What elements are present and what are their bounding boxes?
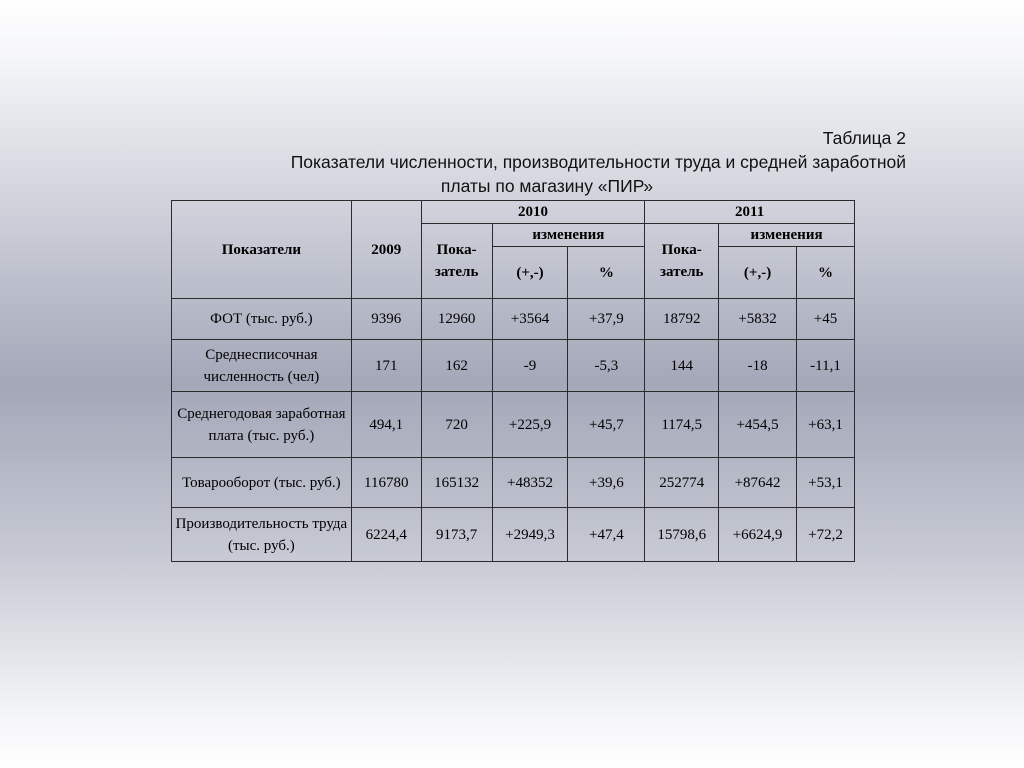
cell-2011-abs: +87642 xyxy=(719,458,797,508)
cell-2010-abs: +225,9 xyxy=(492,392,568,458)
header-2010-changes: изменения xyxy=(492,224,645,247)
cell-2011: 252774 xyxy=(645,458,719,508)
cell-2011-abs: +6624,9 xyxy=(719,508,797,562)
cell-2010-pct: +47,4 xyxy=(568,508,645,562)
header-2010-value xyxy=(421,224,492,299)
cell-2010: 165132 xyxy=(421,458,492,508)
cell-2009: 116780 xyxy=(351,458,421,508)
cell-2010: 12960 xyxy=(421,299,492,340)
cell-2010: 9173,7 xyxy=(421,508,492,562)
table-caption xyxy=(180,126,906,198)
cell-2011: 18792 xyxy=(645,299,719,340)
table-row xyxy=(172,340,855,392)
cell-2010: 720 xyxy=(421,392,492,458)
cell-2011-pct: -11,1 xyxy=(797,340,855,392)
cell-2010-abs: +2949,3 xyxy=(492,508,568,562)
cell-2010-pct: +45,7 xyxy=(568,392,645,458)
table-row xyxy=(172,392,855,458)
header-2010-value-l2: затель xyxy=(434,264,479,280)
cell-2011-pct: +72,2 xyxy=(797,508,855,562)
header-2011-value-l1: Пока- xyxy=(661,242,702,258)
header-2011-changes: изменения xyxy=(719,224,855,247)
header-2011-abs: (+,-) xyxy=(719,247,797,299)
header-row-years xyxy=(172,201,855,224)
row-name: Производительность труда (тыс. руб.) xyxy=(172,508,352,562)
cell-2011-abs: -18 xyxy=(719,340,797,392)
cell-2011: 15798,6 xyxy=(645,508,719,562)
table-row xyxy=(172,508,855,562)
cell-2009: 494,1 xyxy=(351,392,421,458)
cell-2009: 6224,4 xyxy=(351,508,421,562)
cell-2010-pct: -5,3 xyxy=(568,340,645,392)
row-name: Товарооборот (тыс. руб.) xyxy=(172,458,352,508)
indicators-table xyxy=(171,200,855,562)
cell-2010: 162 xyxy=(421,340,492,392)
table-row xyxy=(172,458,855,508)
header-2010: 2010 xyxy=(421,201,645,224)
row-name: ФОТ (тыс. руб.) xyxy=(172,299,352,340)
cell-2010-abs: -9 xyxy=(492,340,568,392)
header-2010-pct: % xyxy=(568,247,645,299)
header-2011-value xyxy=(645,224,719,299)
header-2009: 2009 xyxy=(351,201,421,299)
cell-2011-pct: +53,1 xyxy=(797,458,855,508)
cell-2011-pct: +45 xyxy=(797,299,855,340)
header-2010-abs: (+,-) xyxy=(492,247,568,299)
cell-2011: 1174,5 xyxy=(645,392,719,458)
row-name: Среднесписочная численность (чел) xyxy=(172,340,352,392)
header-2011-pct: % xyxy=(797,247,855,299)
cell-2011-abs: +454,5 xyxy=(719,392,797,458)
table-row xyxy=(172,299,855,340)
cell-2009: 171 xyxy=(351,340,421,392)
header-indicators: Показатели xyxy=(172,201,352,299)
table-number: Таблица 2 xyxy=(822,128,906,148)
row-name: Среднегодовая заработная плата (тыс. руб.) xyxy=(172,392,352,458)
header-2011-value-l2: затель xyxy=(659,264,704,280)
cell-2010-abs: +3564 xyxy=(492,299,568,340)
cell-2011-abs: +5832 xyxy=(719,299,797,340)
cell-2010-abs: +48352 xyxy=(492,458,568,508)
table-title-continued: платы по магазину «ПИР» xyxy=(440,176,654,196)
header-2011: 2011 xyxy=(645,201,855,224)
table-title: Показатели численности, производительности труда и средней заработной xyxy=(290,152,906,172)
cell-2010-pct: +37,9 xyxy=(568,299,645,340)
cell-2010-pct: +39,6 xyxy=(568,458,645,508)
cell-2009: 9396 xyxy=(351,299,421,340)
cell-2011: 144 xyxy=(645,340,719,392)
cell-2011-pct: +63,1 xyxy=(797,392,855,458)
header-2010-value-l1: Пока- xyxy=(436,242,477,258)
